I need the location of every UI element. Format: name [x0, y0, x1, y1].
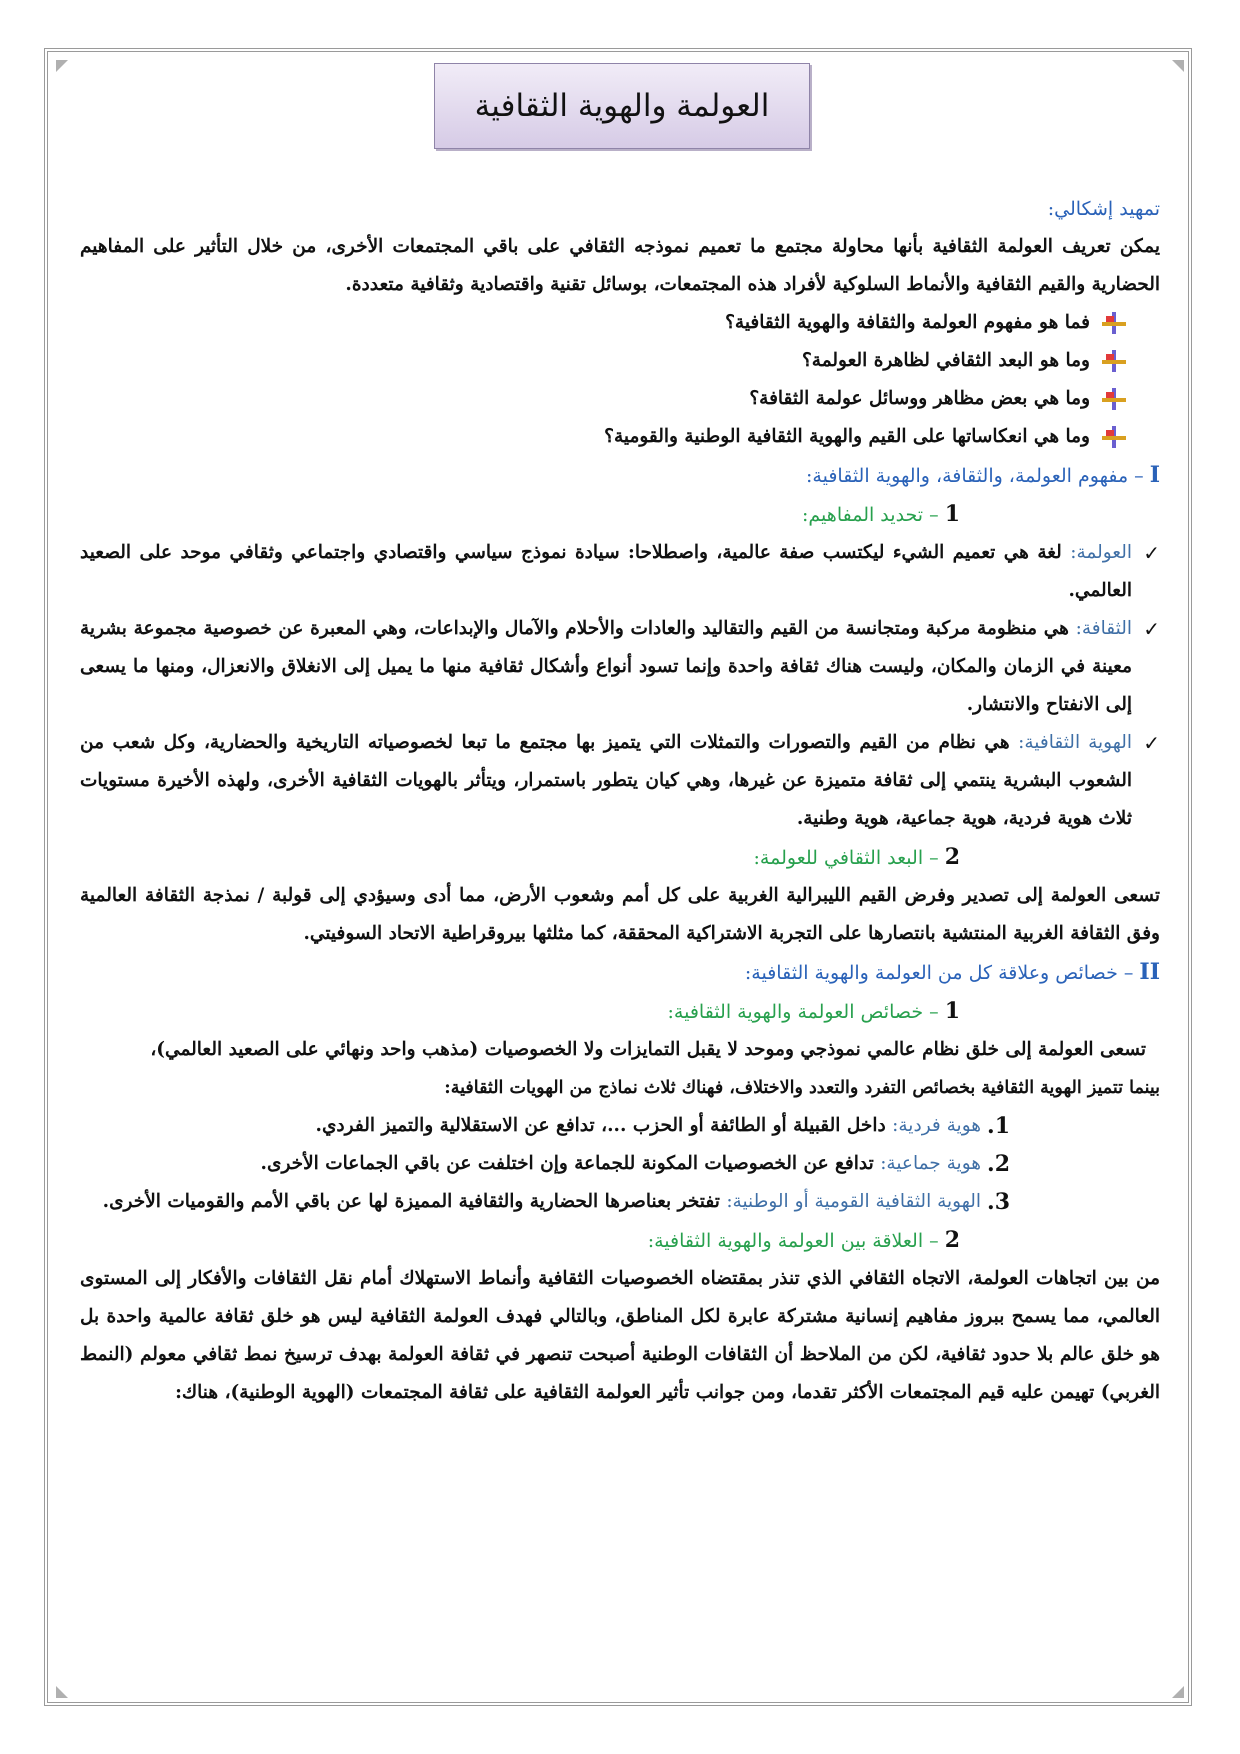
corner-ornament-bottom-right — [1172, 1686, 1184, 1698]
list-item: 3. الهوية الثقافية القومية أو الوطنية: تفتخر بعناصرها الحضارية والثقافية المميزة لها عن باقي الأمم والقوميات الأخرى. — [102, 1189, 1010, 1215]
list-item: فما هو مفهوم العولمة والثقافة والهوية الثقافية؟ — [80, 304, 1126, 342]
characteristics-paragraph-1: تسعى العولمة إلى خلق نظام عالمي نموذجي وموحد لا يقبل التمايزات ولا الخصوصيات (مذهب واحد ونهائي على الصعيد العالمي)، — [150, 1039, 1146, 1060]
list-item: وما هي انعكاساتها على القيم والهوية الثقافية الوطنية والقومية؟ — [80, 418, 1126, 456]
definition-item: ✓ الثقافة: هي منظومة مركبة ومتجانسة من القيم والتقاليد والعادات والأحلام والآمال والإبداعات، وهي المعبرة عن خصوصية مجموعة بشرية معينة في الزمان والمكان، وليست هناك ثقافة واحدة وإنما تسود أنواع وأشكال ثقافية منها ما يميل إلى الانغلاق والانعزال، ومنها ما يسعى إلى الانفتاح والانتشار. — [80, 610, 1160, 724]
list-item: وما هو البعد الثقافي لظاهرة العولمة؟ — [80, 342, 1126, 380]
checkmark-icon: ✓ — [1143, 731, 1160, 755]
definition-item: ✓ العولمة: لغة هي تعميم الشيء ليكتسب صفة عالمية، واصطلاحا: سيادة نموذج سياسي واقتصادي واجتماعي وثقافي موحد على الصعيد العالمي. — [80, 534, 1160, 610]
corner-ornament-top-right — [1172, 60, 1184, 72]
corner-ornament-top-left — [56, 60, 68, 72]
cross-bullet-icon — [1102, 388, 1126, 410]
section-heading-1: I – مفهوم العولمة، والثقافة، والهوية الثقافية: — [806, 462, 1160, 488]
cultural-dimension-paragraph: تسعى العولمة إلى تصدير وفرض القيم الليبرالية الغربية على كل أمم وشعوب الأرض، مما أدى وسيؤدي إلى قولبة / نمذجة الثقافة العالمية وفق الثقافة الغربية المنتشية بانتصارها على التجربة الاشتراكية المحققة، كما مثلثها بيروقراطية الاتحاد السوفيتي. — [80, 885, 1160, 944]
subsection-heading-1-2: 2 – البعد الثقافي للعولمة: — [753, 844, 960, 870]
characteristics-paragraph-2: بينما تتميز الهوية الثقافية بخصائص التفرد والتعدد والاختلاف، فهناك ثلاث نماذج من الهويات الثقافية: — [444, 1078, 1160, 1098]
list-item: 2. هوية جماعية: تدافع عن الخصوصيات المكونة للجماعة وإن اختلفت عن باقي الجماعات الأخرى. — [260, 1151, 1010, 1177]
identity-models-list — [80, 1107, 1160, 1221]
cross-bullet-icon — [1102, 426, 1126, 448]
definition-item: ✓ الهوية الثقافية: هي نظام من القيم والتصورات والتمثلات التي يتميز بها مجتمع ما تبعا لخصوصياته التاريخية والحضارية، وكل شعب من الشعوب البشرية ينتمي إلى ثقافة متميزة عن غيرها، وهي كيان يتطور باستمرار، ويتأثر بالهويات الثقافية الأخرى، ولهذه الأخيرة مستويات ثلاث هوية فردية، هوية جماعية، هوية وطنية. — [80, 724, 1160, 838]
document-body — [80, 190, 1160, 1412]
section-heading-2: II – خصائص وعلاقة كل من العولمة والهوية الثقافية: — [744, 959, 1160, 985]
corner-ornament-bottom-left — [56, 1686, 68, 1698]
subsection-heading-1-1: 1 – تحديد المفاهيم: — [802, 501, 960, 527]
cross-bullet-icon — [1102, 350, 1126, 372]
checkmark-icon: ✓ — [1143, 617, 1160, 641]
page-title: العولمة والهوية الثقافية — [434, 63, 810, 149]
subsection-heading-2-2: 2 – العلاقة بين العولمة والهوية الثقافية: — [647, 1227, 960, 1253]
checkmark-icon: ✓ — [1143, 541, 1160, 565]
list-item: 1. هوية فردية: داخل القبيلة أو الطائفة أو الحزب ...، تدافع عن الاستقلالية والتميز الفردي. — [315, 1113, 1010, 1139]
intro-paragraph: يمكن تعريف العولمة الثقافية بأنها محاولة مجتمع ما تعميم نموذجه الثقافي على باقي المجتمعات الأخرى، من خلال التأثير على المفاهيم الحضارية والقيم الثقافية والأنماط السلوكية لأفراد هذه المجتمعات، بوسائل تقنية واقتصادية وثقافية متعددة. — [80, 236, 1160, 295]
question-list — [80, 304, 1160, 456]
list-item: وما هي بعض مظاهر ووسائل عولمة الثقافة؟ — [80, 380, 1126, 418]
relationship-paragraph: من بين اتجاهات العولمة، الاتجاه الثقافي الذي تنذر بمقتضاه الخصوصيات الثقافية وأنماط الاستهلاك أمام نقل الثقافات والأفكار إلى المستوى العالمي، مما يسمح ببروز مفاهيم إنسانية مشتركة عابرة لكل المناطق، وبالتالي فهدف العولمة الثقافية ليس هو خلق ثقافة عالمية واحدة بل هو خلق عالم بلا حدود ثقافية، لكن من الملاحظ أن الثقافات الوطنية أصبحت تنصهر في ثقافة العولمة بهدف ترسيخ نمط ثقافي معولم (النمط الغربي) تهيمن عليه قيم المجتمعات الأكثر تقدما، ومن جوانب تأثير العولمة الثقافية على ثقافة المجتمعات (الهوية الوطنية)، هناك: — [80, 1268, 1160, 1403]
cross-bullet-icon — [1102, 312, 1126, 334]
subsection-heading-2-1: 1 – خصائص العولمة والهوية الثقافية: — [667, 998, 960, 1024]
intro-heading: تمهيد إشكالي: — [1047, 198, 1160, 220]
